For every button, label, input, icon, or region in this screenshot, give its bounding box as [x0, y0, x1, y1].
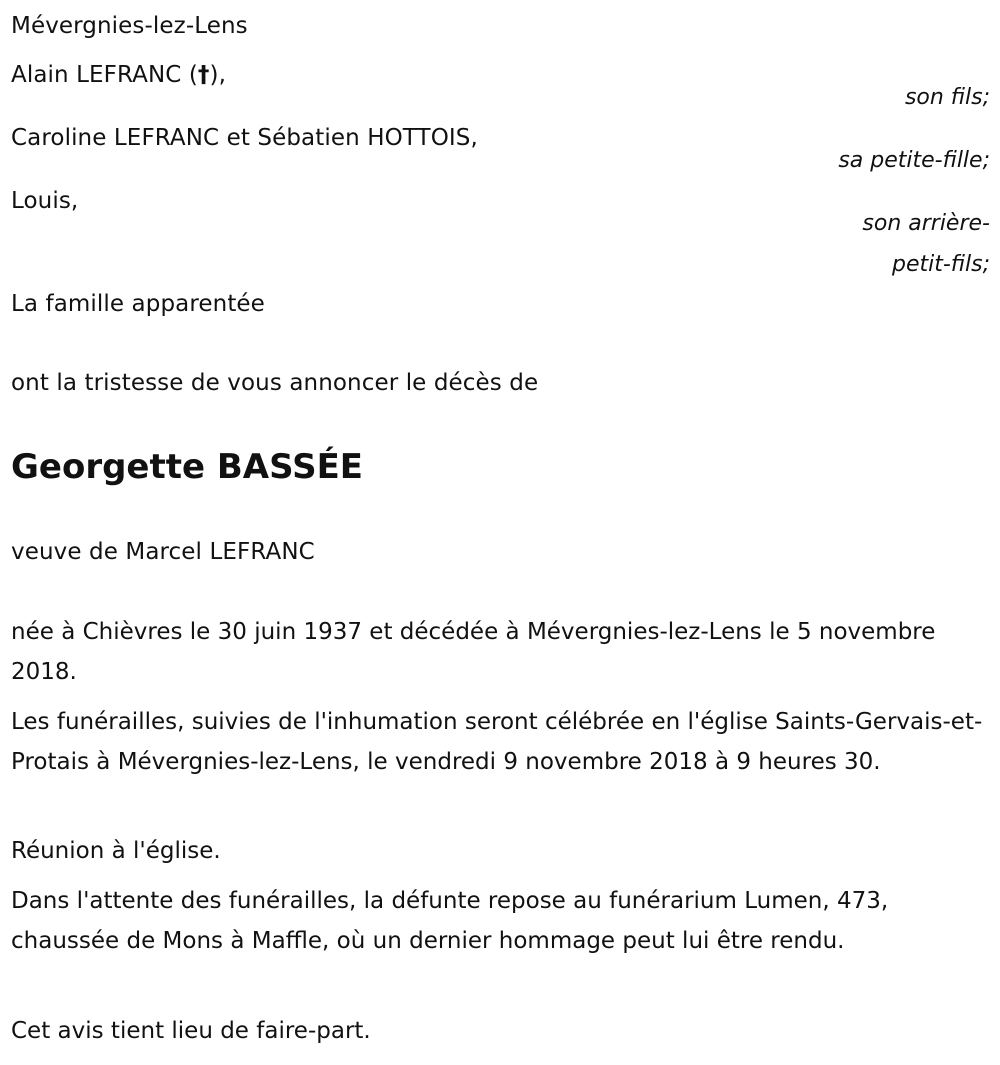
family-member-name-part: Alain LEFRANC ( — [11, 62, 198, 88]
family-role-son: son fils; — [904, 85, 990, 110]
announcement-line: ont la tristesse de vous annoncer le décès de — [11, 370, 539, 396]
family-member-louis: Louis, — [11, 188, 79, 214]
family-member-caroline: Caroline LEFRANC et Sébatien HOTTOIS, — [11, 125, 478, 151]
birth-death-paragraph: née à Chièvres le 30 juin 1937 et décédée à Mévergnies-lez-Lens le 5 novembre 2018. — [11, 619, 936, 685]
funeral-paragraph: Les funérailles, suivies de l'inhumation seront célébrée en l'église Saints-Gervais-et-Protais à Mévergnies-lez-Lens, le vendredi 9 novembre 2018 à 9 heures 30. — [11, 709, 983, 775]
notice-paragraph: Cet avis tient lieu de faire-part. — [11, 1018, 371, 1044]
deceased-name: Georgette BASSÉE — [11, 447, 364, 487]
funerarium-paragraph: Dans l'attente des funérailles, la défunte repose au funérarium Lumen, 473, chaussée de Mons à Maffle, où un dernier hommage peut lui être rendu. — [11, 888, 889, 954]
family-member-alain — [11, 61, 226, 89]
cross-icon: † — [197, 62, 210, 88]
widow-of-line: veuve de Marcel LEFRANC — [11, 539, 315, 565]
family-role-great-grandson-line2: petit-fils; — [891, 252, 990, 277]
meeting-paragraph: Réunion à l'église. — [11, 838, 221, 864]
relatives-line: La famille apparentée — [11, 291, 265, 317]
family-role-granddaughter: sa petite-fille; — [838, 148, 990, 173]
family-role-great-grandson-line1: son arrière- — [862, 211, 990, 236]
place-heading: Mévergnies-lez-Lens — [11, 13, 248, 39]
family-member-name-suffix: ), — [209, 62, 226, 88]
